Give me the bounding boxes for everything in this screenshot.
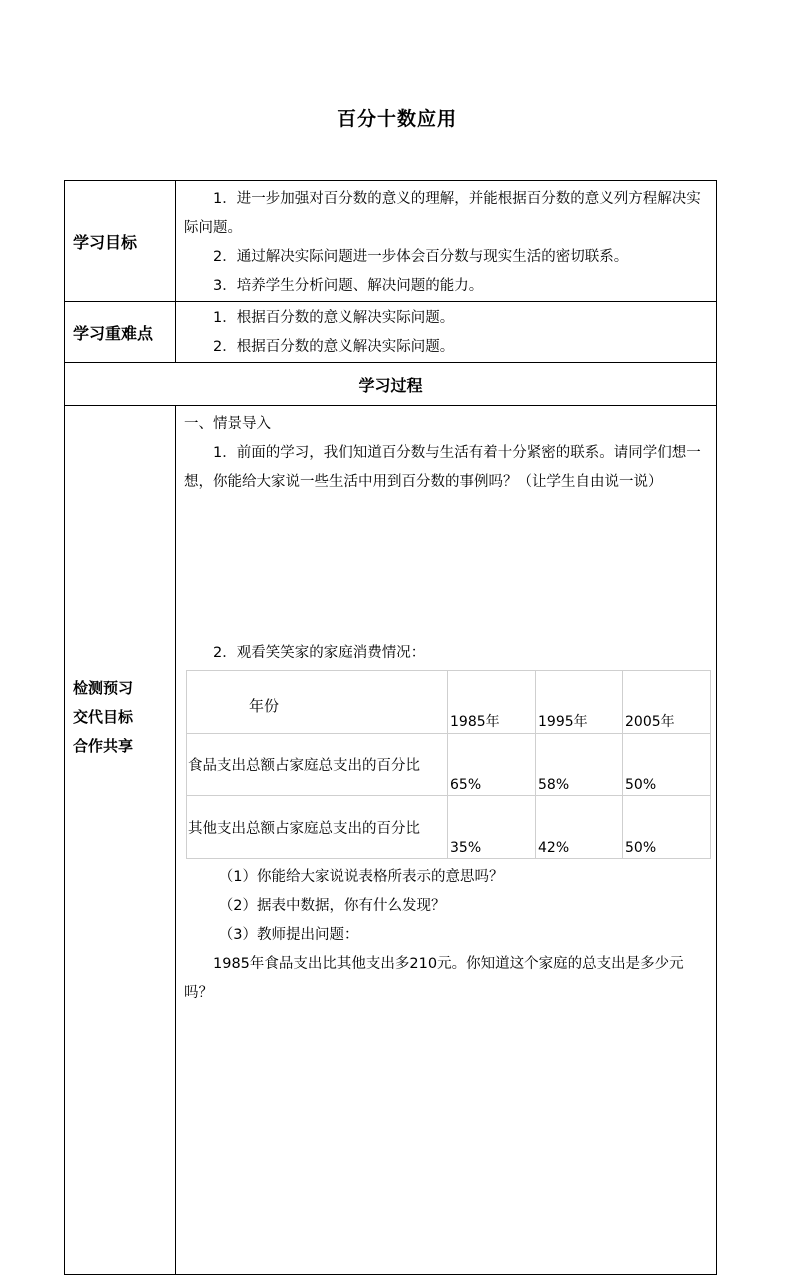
question-1: 1．前面的学习，我们知道百分数与生活有着十分紧密的联系。请同学们想一想，你能给大家说一些生活中用到百分数的事例吗？（让学生自由说一说） [184,445,701,490]
problem-text: 1985年食品支出比其他支出多210元。你知道这个家庭的总支出是多少元吗？ [184,956,684,1001]
objectives-label: 学习目标 [65,181,176,302]
sub-question: （2）据表中数据，你有什么发现？ [218,898,446,914]
table-cell: 35% [448,796,536,859]
table-header-cell: 1995年 [536,671,623,734]
process-header-row [65,363,717,406]
key-points-row [65,302,717,363]
table-cell: 42% [536,796,623,859]
table-header-cell: 年份 [187,671,448,734]
table-cell: 65% [448,734,536,796]
lesson-plan-table [64,180,717,1275]
objective-item: 2．通过解决实际问题进一步体会百分数与现实生活的密切联系。 [213,249,629,265]
key-point-item: 2．根据百分数的意义解决实际问题。 [213,339,455,355]
consumption-table [186,670,711,859]
objective-item: 3．培养学生分析问题、解决问题的能力。 [213,278,484,294]
sub-question: （1）你能给大家说说表格所表示的意思吗？ [218,869,504,885]
table-cell: 58% [536,734,623,796]
table-row-label: 其他支出总额占家庭总支出的百分比 [187,796,448,859]
side-label: 交代目标 [73,708,134,726]
table-cell: 50% [623,734,711,796]
objective-item: 1．进一步加强对百分数的意义的理解，并能根据百分数的意义列方程解决实际问题。 [184,191,701,236]
table-row-label: 食品支出总额占家庭总支出的百分比 [187,734,448,796]
table-cell: 50% [623,796,711,859]
table-row [187,734,711,796]
question-2: 2．观看笑笑家的家庭消费情况： [213,645,426,661]
objectives-row [65,181,717,302]
process-side-labels [65,406,176,1275]
objectives-content [176,181,717,302]
side-label: 合作共享 [73,737,134,755]
table-header-cell: 1985年 [448,671,536,734]
table-header-row [187,671,711,734]
document-title: 百分十数应用 [336,108,457,130]
process-header: 学习过程 [65,363,717,406]
key-point-item: 1．根据百分数的意义解决实际问题。 [213,310,455,326]
side-label: 检测预习 [73,679,134,697]
section-heading: 一、情景导入 [184,416,271,432]
table-row [187,796,711,859]
table-header-cell: 2005年 [623,671,711,734]
key-points-content [176,302,717,363]
key-points-label: 学习重难点 [65,302,176,363]
process-content [176,406,717,1275]
sub-question: （3）教师提出问题： [218,927,359,943]
process-row [65,406,717,1275]
